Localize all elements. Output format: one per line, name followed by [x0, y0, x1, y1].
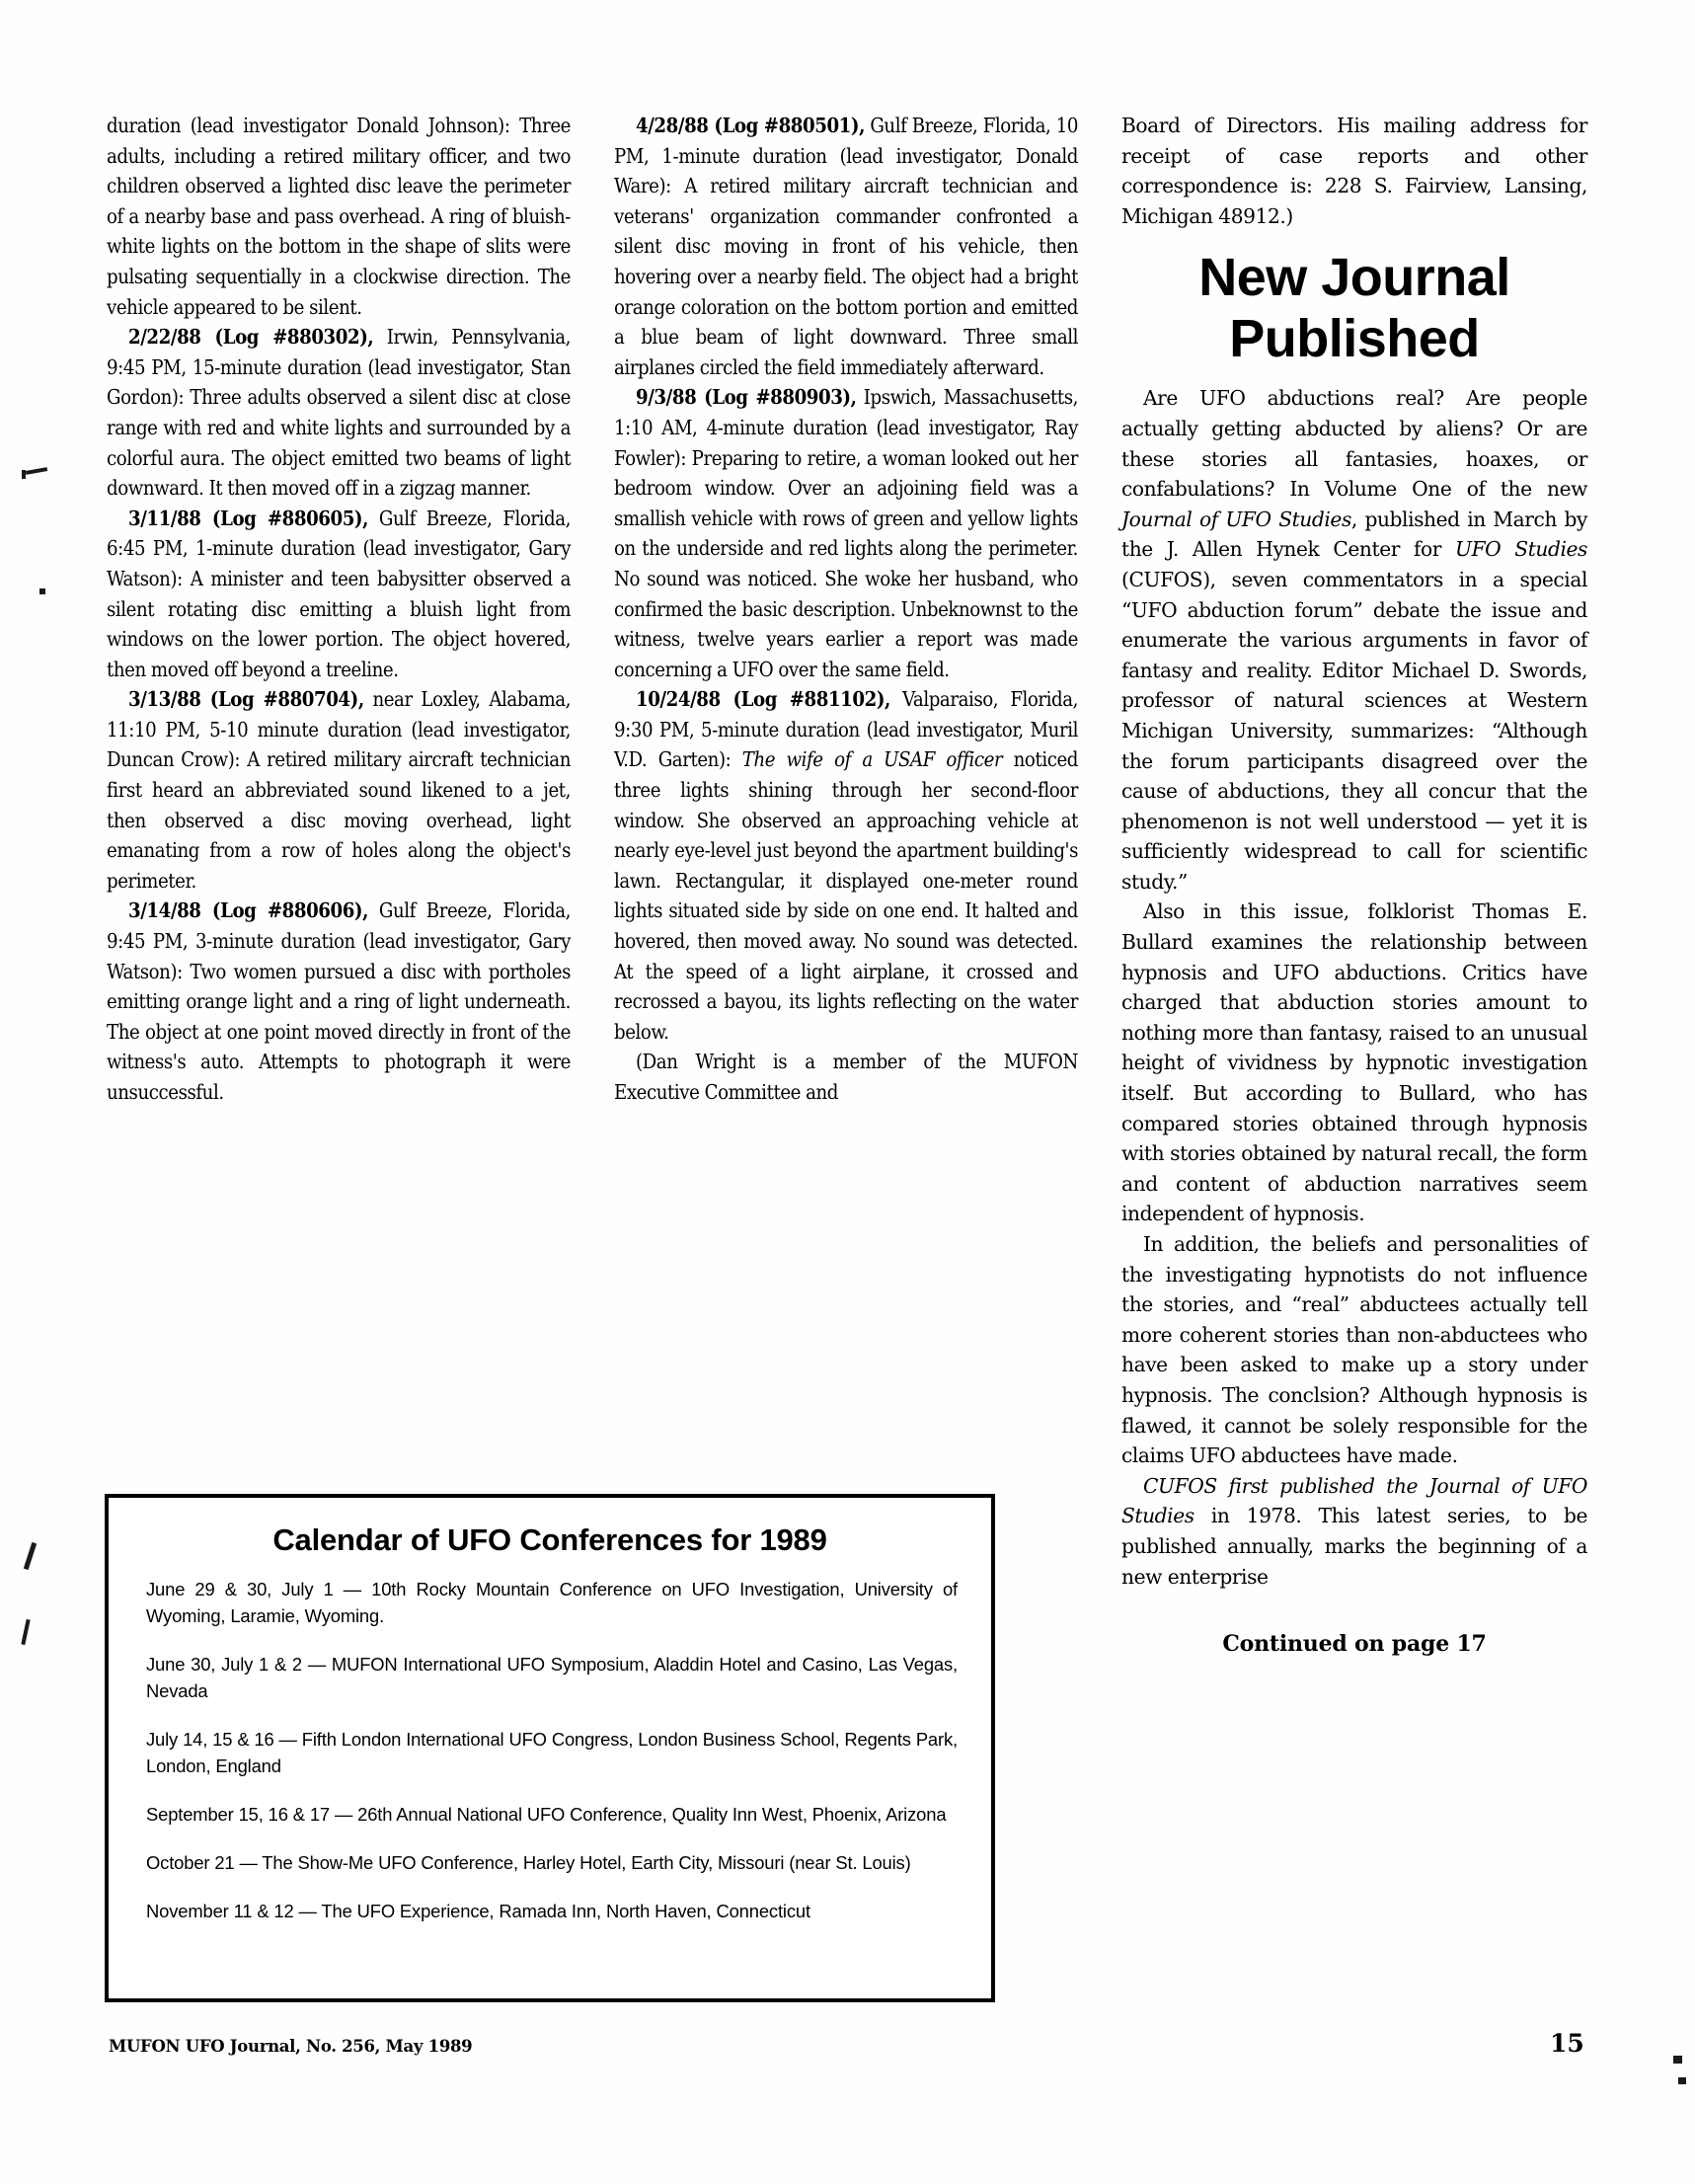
- column-two: [614, 111, 1078, 1108]
- case-log-reference: 10/24/88 (Log #881102),: [636, 687, 890, 712]
- page-number: 15: [1550, 2029, 1584, 2058]
- calendar-entry-list: [109, 1576, 991, 1924]
- case-log-reference: 3/11/88 (Log #880605),: [128, 506, 369, 530]
- scan-artifact: [24, 1542, 37, 1570]
- paragraph: CUFOS first published the Journal of UFO Studies in 1978. This latest series, to be published annually, marks the beginning of a new enterprise: [1121, 1473, 1587, 1589]
- column-three-intro: [1121, 111, 1587, 231]
- calendar-entry: June 29 & 30, July 1 — 10th Rocky Mountain Conference on UFO Investigation, University of Wyoming, Laramie, Wyoming.: [146, 1579, 958, 1626]
- paragraph: Board of Directors. His mailing address for receipt of case reports and other correspondence is: 228 S. Fairview, Lansing, Michigan 48912.): [1121, 114, 1587, 228]
- paragraph: In addition, the beliefs and personalities of the investigating hypnotists do not influence the stories, and “real” abductees actually tell more coherent stories than non-abductees who have been asked to make up a story under hypnosis. The conclsion? Although hypnosis is flawed, it cannot be solely responsible for the claims UFO abductees have made.: [1121, 1232, 1587, 1468]
- paragraph: 3/13/88 (Log #880704), near Loxley, Alabama, 11:10 PM, 5-10 minute duration (lead investigator, Duncan Crow): A retired military aircraft technician first heard an abbreviated sound likened to a jet, then observed a disc moving overhead, light emanating from a row of holes along the object's perimeter.: [107, 687, 571, 893]
- paragraph: duration (lead investigator Donald Johnson): Three adults, including a retired military officer, and two children observed a lighted disc leave the perimeter of a nearby base and pass overhead. A ring of bluish-white lights on the bottom in the shape of slits were pulsating sequentially in a clockwise direction. The vehicle appeared to be silent.: [107, 114, 571, 319]
- calendar-entry: November 11 & 12 — The UFO Experience, Ramada Inn, North Haven, Connecticut: [146, 1901, 810, 1921]
- article-headline: [1121, 247, 1587, 369]
- headline-line-one: New Journal: [1198, 248, 1510, 308]
- paragraph: Also in this issue, folklorist Thomas E. Bullard examines the relationship between hypnosis and UFO abductions. Critics have charged that abduction stories amount to nothing more than fantasy, raised to an unusual height of vividness by hypnotic investigation itself. But according to Bullard, who has compared stories obtained through hypnosis with stories obtained by natural recall, the form and content of abduction narratives seem independent of hypnosis.: [1121, 899, 1587, 1226]
- scan-artifact: [21, 1619, 30, 1645]
- paragraph: 3/11/88 (Log #880605), Gulf Breeze, Florida, 6:45 PM, 1-minute duration (lead investigator, Gary Watson): A minister and teen babysitter observed a silent rotating disc emitting a bluish light from windows on the lower portion. The object hovered, then moved off beyond a treeline.: [107, 506, 571, 681]
- column-one-body: [107, 111, 571, 1108]
- article-columns: [107, 111, 1587, 1657]
- paragraph: 2/22/88 (Log #880302), Irwin, Pennsylvania, 9:45 PM, 15-minute duration (lead investigator, Stan Gordon): Three adults observed a silent disc at close range with red and white lights and surrounded by a colorful aura. The object emitted two beams of light downward. It then moved off in a zigzag manner.: [107, 325, 571, 501]
- calendar-entry: September 15, 16 & 17 — 26th Annual National UFO Conference, Quality Inn West, Phoenix, Arizona: [146, 1804, 947, 1825]
- column-three-body: [1121, 383, 1587, 1592]
- headline-line-two: Published: [1229, 309, 1480, 369]
- case-log-reference: 2/22/88 (Log #880302),: [128, 325, 374, 350]
- paragraph: Are UFO abductions real? Are people actually getting abducted by aliens? Or are these stories all fantasies, hoaxes, or confabulations? In Volume One of the new Journal of UFO Studies, published in March by the J. Allen Hynek Center for UFO Studies (CUFOS), seven commentators in a special “UFO abduction forum” debate the issue and enumerate the various arguments in favor of fantasy and reality. Editor Michael D. Swords, professor of natural sciences at Western Michigan University, summarizes: “Although the forum participants disagreed over the cause of abductions, they all concur that the phenomenon is not well understood — yet it is sufficiently widespread to call for scientific study.”: [1121, 386, 1587, 894]
- scan-artifact: [39, 588, 45, 594]
- column-two-body: [614, 111, 1078, 1108]
- paragraph: 3/14/88 (Log #880606), Gulf Breeze, Florida, 9:45 PM, 3-minute duration (lead investigator, Gary Watson): Two women pursued a disc with portholes emitting orange light and a ring of light underneath. The object at one point moved directly in front of the witness's auto. Attempts to photograph it were unsuccessful.: [107, 898, 571, 1104]
- calendar-box: [105, 1494, 995, 2002]
- column-three: [1121, 111, 1587, 1657]
- paragraph: 9/3/88 (Log #880903), Ipswich, Massachusetts, 1:10 AM, 4-minute duration (lead investigator, Ray Fowler): Preparing to retire, a woman looked out her bedroom window. Over an adjoining field was a smallish vehicle with rows of green and yellow lights on the underside and red lights along the perimeter. No sound was noticed. She woke her husband, who confirmed the basic description. Unbeknownst to the witness, twelve years earlier a report was made concerning a UFO over the same field.: [614, 385, 1078, 681]
- case-log-reference: 4/28/88 (Log #880501),: [636, 114, 865, 137]
- calendar-entry: October 21 — The Show-Me UFO Conference, Harley Hotel, Earth City, Missouri (near St. Louis): [146, 1852, 911, 1873]
- paragraph: 4/28/88 (Log #880501), Gulf Breeze, Florida, 10 PM, 1-minute duration (lead investigator, Donald Ware): A retired military aircraft technician and veterans' organization commander confronted a silent disc moving in front of his vehicle, then hovering over a nearby field. The object had a bright orange coloration on the bottom portion and emitted a blue beam of light downward. Three small airplanes circled the field immediately afterward.: [614, 114, 1079, 379]
- paragraph: 10/24/88 (Log #881102), Valparaiso, Florida, 9:30 PM, 5-minute duration (lead investigator, Muril V.D. Garten): The wife of a USAF officer noticed three lights shining through her second-floor window. She observed an approaching vehicle at nearly eye-level just beyond the apartment building's lawn. Rectangular, it displayed one-meter round lights situated side by side on one end. It halted and hovered, then moved away. No sound was detected. At the speed of a light airplane, it crossed and recrossed a bayou, its lights reflecting on the water below.: [614, 687, 1078, 1044]
- scan-artifact: [1678, 2077, 1686, 2084]
- continued-notice: Continued on page 17: [1222, 1631, 1487, 1658]
- publication-footer: MUFON UFO Journal, No. 256, May 1989: [109, 2037, 473, 2056]
- paragraph: (Dan Wright is a member of the MUFON Executive Committee and: [614, 1050, 1078, 1104]
- calendar-entry: June 30, July 1 & 2 — MUFON International UFO Symposium, Aladdin Hotel and Casino, Las Vegas, Nevada: [146, 1654, 958, 1701]
- calendar-title: Calendar of UFO Conferences for 1989: [272, 1522, 827, 1557]
- scan-artifact: [1673, 2056, 1682, 2064]
- scan-artifact: [26, 467, 47, 475]
- case-log-reference: 9/3/88 (Log #880903),: [636, 385, 857, 410]
- scan-artifact: [22, 470, 26, 479]
- column-one: [107, 111, 571, 1108]
- case-log-reference: 3/13/88 (Log #880704),: [128, 687, 364, 712]
- case-log-reference: 3/14/88 (Log #880606),: [128, 898, 369, 923]
- calendar-entry: July 14, 15 & 16 — Fifth London International UFO Congress, London Business School, Regents Park, London, England: [146, 1729, 958, 1776]
